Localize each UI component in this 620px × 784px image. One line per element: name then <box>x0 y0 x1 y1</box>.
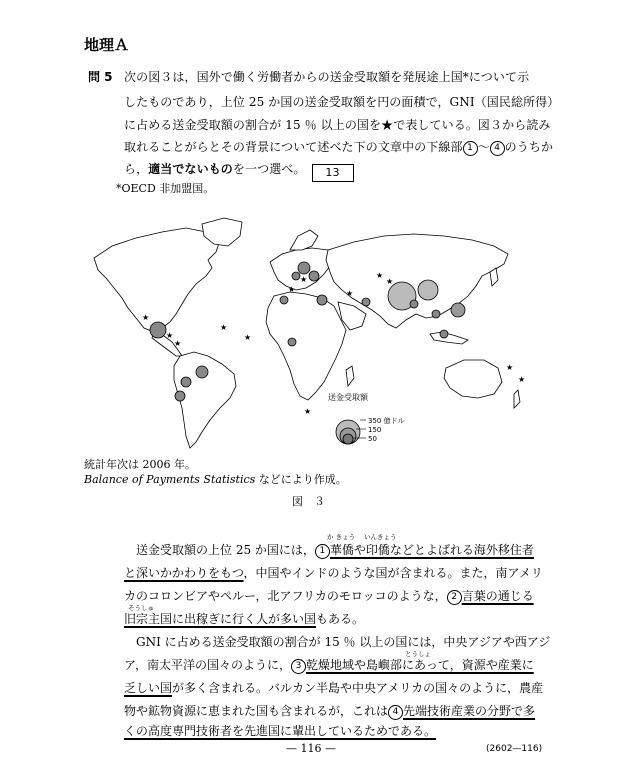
map-legend <box>328 392 405 444</box>
underline-1b: と深いかかわりをもつ <box>124 566 244 580</box>
passage-marker-1: 1 <box>315 544 330 559</box>
star-marker: ★ <box>166 331 174 340</box>
star-marker: ★ <box>346 289 354 298</box>
passage-line-4 <box>124 610 364 627</box>
question-line-2: したものであり，上位 25 か国の送金受取額を円の面積で，GNI（国民総所得） <box>124 95 560 109</box>
passage-text: ア，南太平洋の国々のように， <box>124 658 292 672</box>
source-line <box>84 471 347 487</box>
star-marker: ★ <box>220 323 228 332</box>
circle-romania <box>309 271 319 281</box>
star-marker: ★ <box>376 271 384 280</box>
question-line-5-tail: を一つ選べ。 <box>232 162 306 176</box>
passage-text: もある。 <box>316 612 365 626</box>
passage-text: 送金受取額の上位 25 か国には， <box>136 543 315 557</box>
passage-line-7 <box>124 679 543 696</box>
passage-text: ，中国やインドのような国が含まれる。また，南アメリ <box>243 566 543 580</box>
indonesia-shape <box>430 332 468 344</box>
circle-mexico <box>150 322 166 338</box>
africa-shape <box>266 292 346 400</box>
circle-morocco <box>280 296 288 304</box>
star-marker: ★ <box>142 313 150 322</box>
question-line-5-lead: ら， <box>124 162 149 176</box>
footnote: *OECD 非加盟国。 <box>116 182 215 195</box>
section-title: 地理Ａ <box>84 36 130 54</box>
passage-line-2 <box>124 564 543 581</box>
legend-entry-50: 50 <box>368 435 377 443</box>
question-line-3: に占める送金受取額の割合が 15 ％ 以上の国を★で表している。図３から読み <box>124 118 551 132</box>
star-marker: ★ <box>174 339 182 348</box>
emphasis-not-appropriate: 適当でないもの <box>148 162 233 176</box>
source-suffix: などにより作成。 <box>255 473 347 486</box>
circle-indonesia <box>440 330 448 338</box>
circle-philippines <box>451 303 465 317</box>
underline-2a: 言葉の通じる <box>461 589 534 603</box>
star-marker: ★ <box>288 285 296 294</box>
star-marker: ★ <box>506 363 514 372</box>
star-marker: ★ <box>300 275 308 284</box>
marker-4: 4 <box>490 141 505 156</box>
ruby-tousho: とうしょ <box>405 650 431 658</box>
question-label: 問 5 <box>88 70 113 84</box>
underline-3a: 乾燥地域や島嶼部にあって，資源や産業に <box>306 658 534 672</box>
australia-shape <box>444 360 502 398</box>
question-line-5 <box>124 160 354 182</box>
question-line-1: 次の図３は，国外で働く労働者からの送金受取額を発展途上国*について示 <box>124 70 530 84</box>
underline-4a: 先端技術産業の分野で多 <box>403 704 536 718</box>
question-line-4-tail: のうちか <box>504 140 554 154</box>
passage-text: が多く含まれる。バルカン半島や中央アメリカの国々のように，農産 <box>172 681 544 695</box>
question-line-4-text: 取れることがらとその背景について述べた下の文章中の下線部 <box>124 140 463 154</box>
source-title: Balance of Payments Statistics <box>84 473 256 486</box>
north-america-shape <box>94 228 220 332</box>
passage-line-8 <box>124 702 535 720</box>
scandinavia-shape <box>290 230 318 250</box>
passage-marker-2: 2 <box>447 590 462 605</box>
legend-circle-small <box>343 434 353 444</box>
underline-3b: 乏しい国 <box>124 681 173 695</box>
star-marker: ★ <box>244 333 252 342</box>
passage-line-6 <box>124 656 534 674</box>
circle-poland <box>298 262 310 274</box>
circle-nigeria <box>288 338 296 346</box>
page-number: — 116 — <box>286 742 336 755</box>
star-marker: ★ <box>518 375 526 384</box>
passage-line-9 <box>124 722 436 739</box>
passage-text: カのコロンビアやペルー，北アフリカのモロッコのような， <box>124 589 447 603</box>
ruby-soushu: そうしゅ <box>128 604 154 612</box>
legend-entry-150: 150 <box>368 426 382 434</box>
source-year-note: 統計年次は 2006 年。 <box>84 458 196 471</box>
passage-line-1 <box>136 541 534 559</box>
star-marker: ★ <box>304 407 312 416</box>
legend-title: 送金受取額 <box>328 393 368 402</box>
circle-china <box>418 280 438 300</box>
circle-vietnam <box>432 310 440 318</box>
circle-egypt <box>317 295 327 305</box>
passage-text: 物や鉱物資源に恵まれた国も含まれるが，これは <box>124 704 389 718</box>
figure-caption: 図 ３ <box>292 495 325 508</box>
underline-1a: 華僑や印僑などとよばれる海外移住者 <box>329 543 534 557</box>
range-separator: ～ <box>477 140 490 154</box>
marker-1: 1 <box>463 141 478 156</box>
underline-4b: くの高度専門技術者を先進国に輩出しているためである。 <box>124 724 437 738</box>
passage-marker-3: 3 <box>291 659 306 674</box>
madagascar-shape <box>346 366 354 386</box>
new-zealand-shape <box>514 390 520 408</box>
underline-2b: 旧宗主国に出稼ぎに行く人が多い国 <box>124 612 317 626</box>
circle-peru <box>175 391 185 401</box>
answer-box[interactable]: 13 <box>312 164 354 182</box>
ruby-kakyou: か きょう <box>327 533 356 541</box>
question-line-4 <box>124 138 553 156</box>
passage-marker-4: 4 <box>388 705 403 720</box>
circle-colombia <box>181 377 191 387</box>
world-map <box>84 210 534 455</box>
circle-serbia <box>292 272 300 280</box>
legend-entry-350: 350 億ドル <box>368 417 405 425</box>
ruby-inkyou: いんきょう <box>364 533 397 541</box>
circle-brazil <box>196 366 208 378</box>
circle-pakistan <box>362 298 370 306</box>
circle-bangladesh <box>410 300 418 308</box>
star-marker: ★ <box>386 277 394 286</box>
passage-line-5: GNI に占める送金受取額の割合が 15 ％ 以上の国には，中央アジアや西アジ <box>136 635 551 649</box>
passage-line-3 <box>124 587 534 605</box>
page-code: (2602—116) <box>486 744 543 754</box>
